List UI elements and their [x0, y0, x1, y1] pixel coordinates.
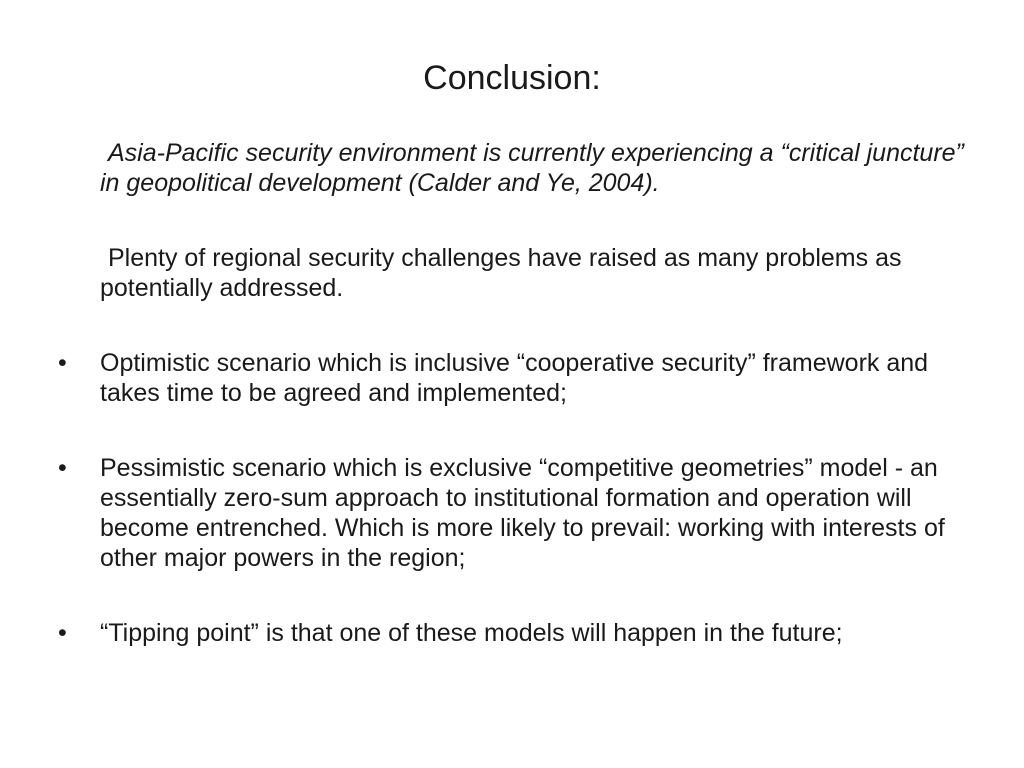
bullet-marker: •	[58, 454, 67, 482]
bullet-text: Optimistic scenario which is inclusive “cooperative security” framework and takes time to be agreed and implemented;	[100, 349, 929, 407]
bullet-text: Pessimistic scenario which is exclusive “competitive geometries” model - an essentially zero-sum approach to institutional formation and operation will become entrenched. Which is more likely to prevail: working with interests of other major powers in the region;	[100, 454, 945, 572]
bullet-marker: •	[58, 349, 67, 377]
bullet-marker: •	[58, 619, 67, 647]
intro-paragraph-italic: Asia-Pacific security environment is currently experiencing a “critical juncture” in geopolitical development (Calder and Ye, 2004).	[100, 139, 964, 197]
intro-paragraph: Plenty of regional security challenges have raised as many problems as potentially addressed.	[100, 244, 902, 302]
slide-title: Conclusion:	[423, 59, 601, 97]
bullet-text: “Tipping point” is that one of these models will happen in the future;	[100, 619, 843, 647]
